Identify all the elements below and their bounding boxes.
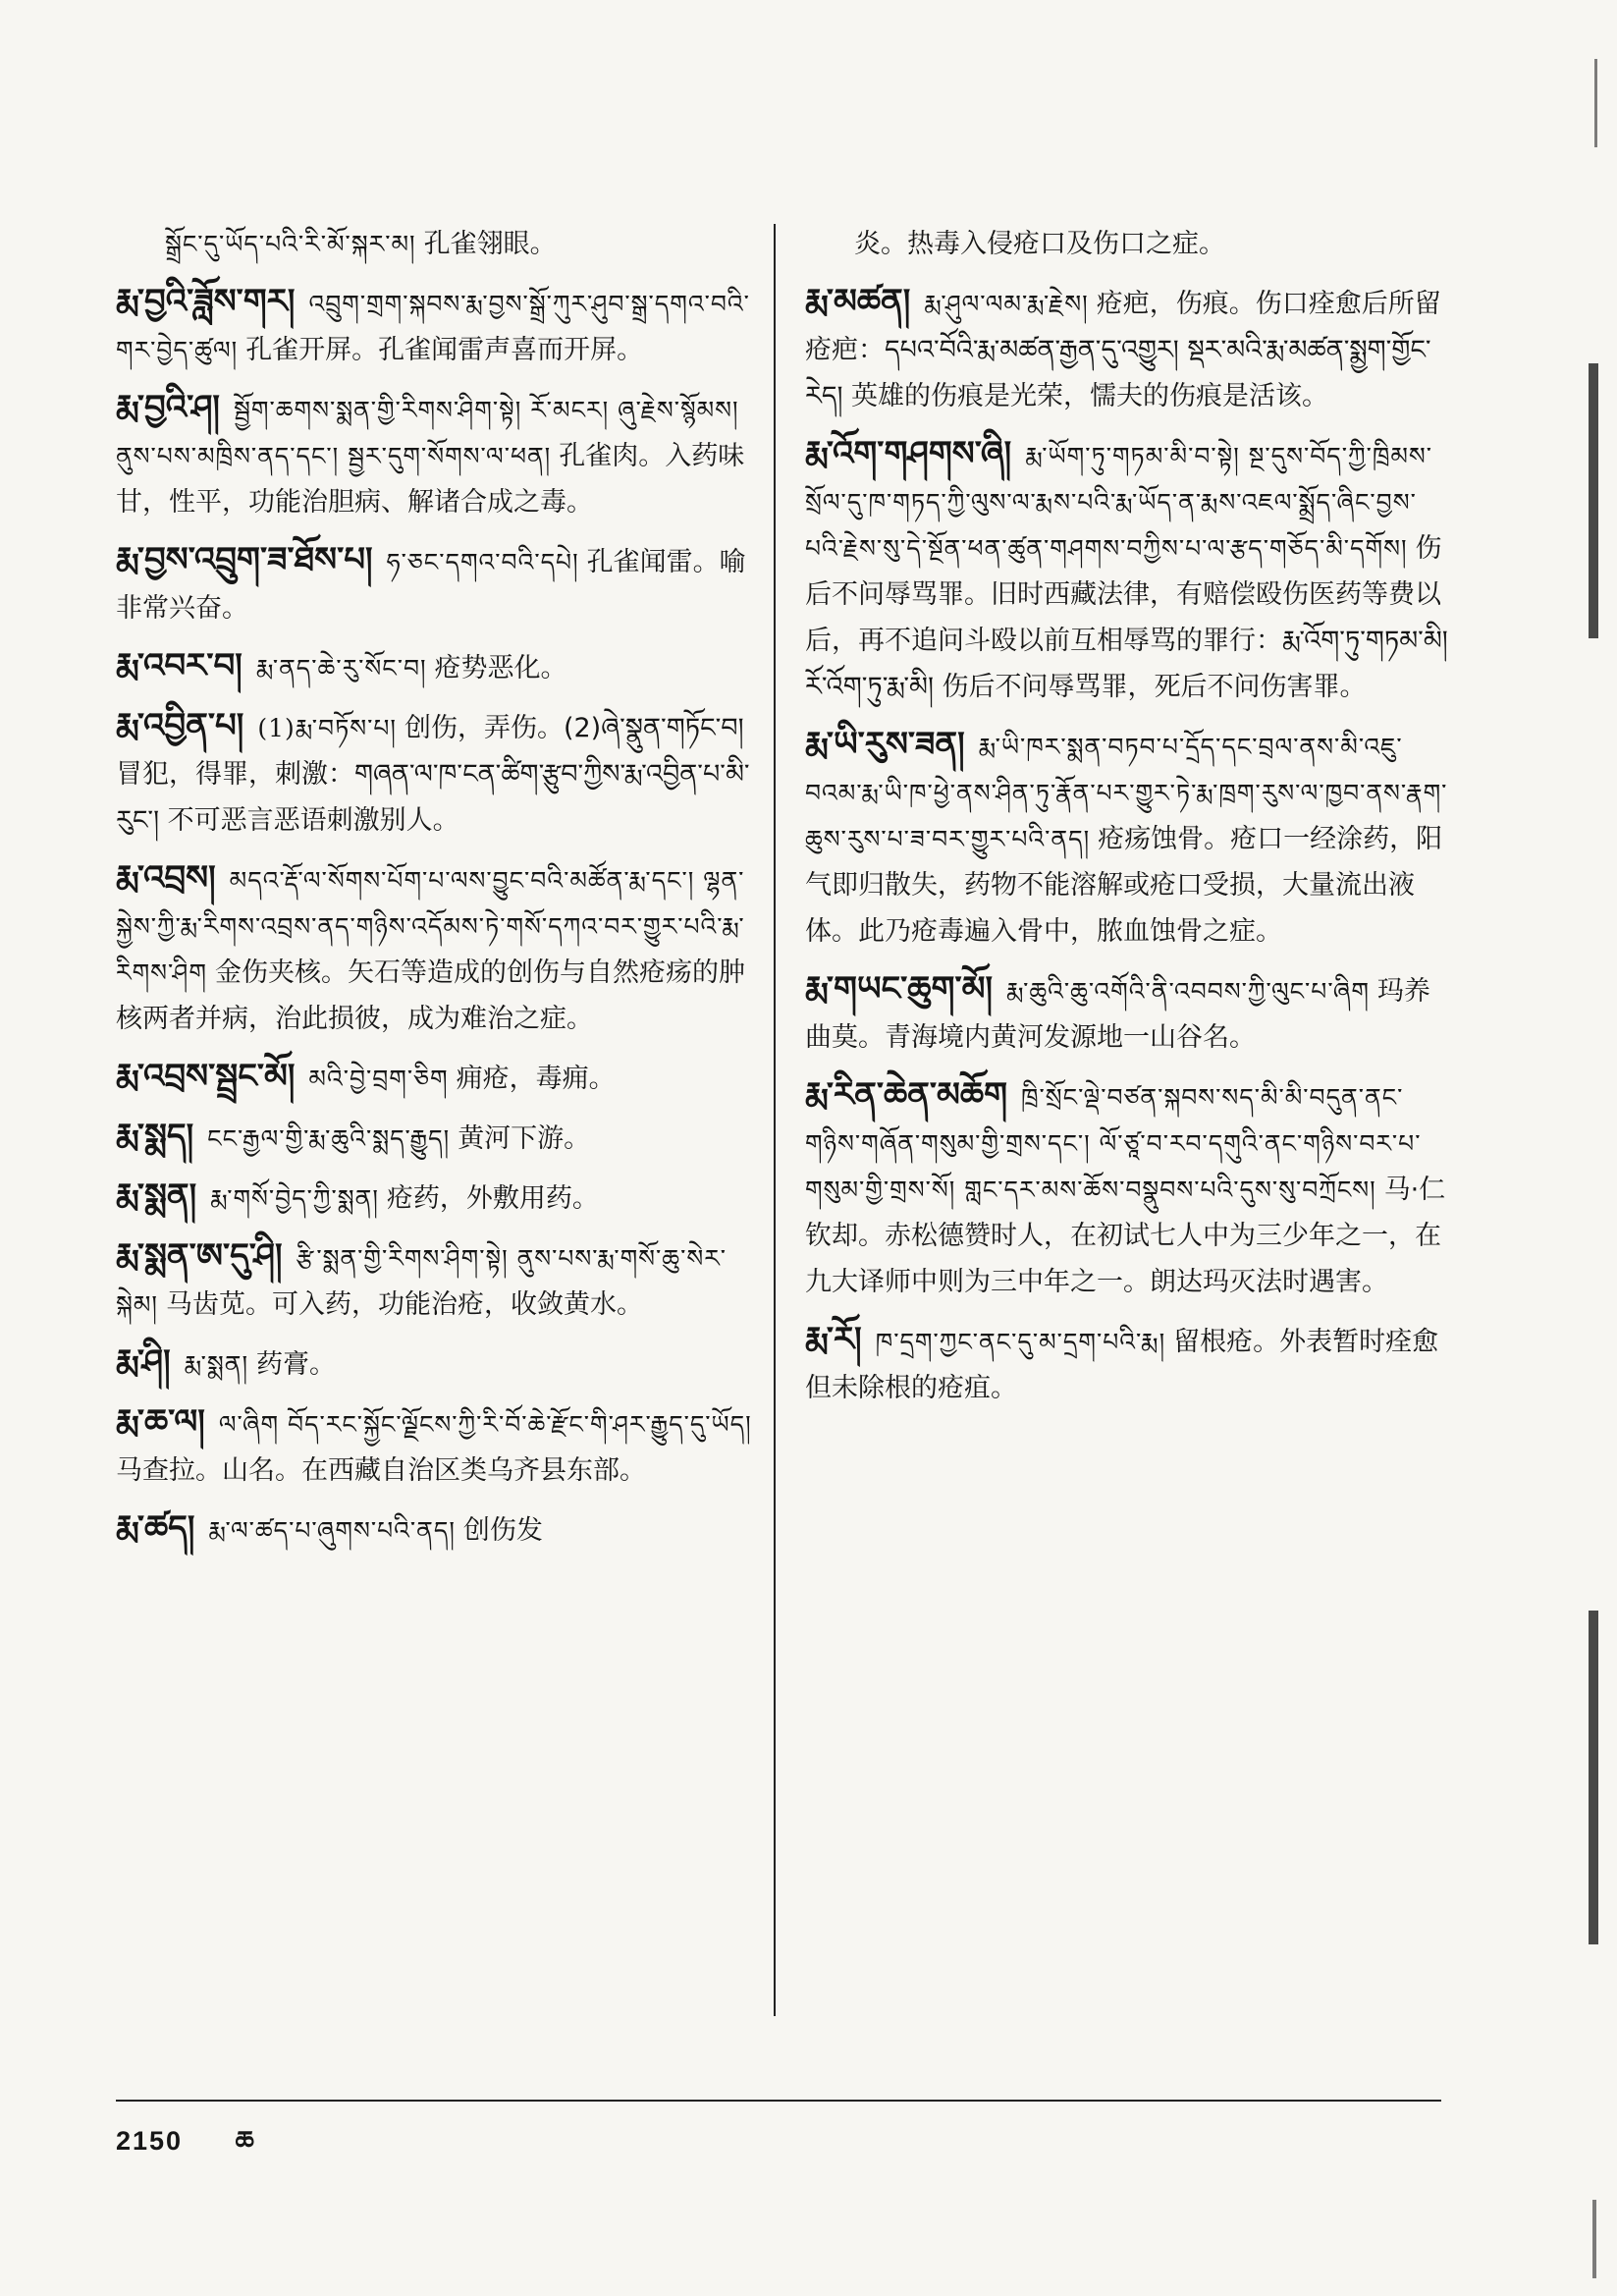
headword: རྨ་བྱའི་ཟློས་གར། <box>116 282 296 321</box>
headword: རྨ་ཤི། <box>116 1342 171 1382</box>
tibetan-definition: ཁྲི་སྲོང་ལྡེ་བཙན་སྐབས་སད་མི་མི་བདུན་ནང་གཉིས་གཞོན་གསུམ་གྱི་གྲས་དང་། ལོ་ཙཱ་བ་རབ་དགུའི་ནང་གཉིས་བར་པ་གསུམ་གྱི་གྲས་སོ། གླང་དར་མས་ཆོས་བསྣུབས་པའི་དུས་སུ་བཀྲོངས། <box>805 1083 1422 1204</box>
headword: རྨ་འབྲས། <box>116 858 216 898</box>
headword: རྨ་རིན་ཆེན་མཆོག <box>805 1075 1008 1115</box>
dictionary-entry <box>805 221 1453 267</box>
dictionary-entry <box>116 1399 764 1494</box>
dictionary-entry <box>116 1054 764 1102</box>
tibetan-definition: འབྲུག་གྲག་སྐབས་རྨ་བྱས་སྒྲོ་ཀུར་ཤུབ་སྒྲ་དགའ་བའི་གར་བྱེད་ཚུལ། <box>116 290 750 364</box>
headword: རྨ་འབྲས་སྦྲང་མོ། <box>116 1057 296 1096</box>
tibetan-definition: རྨ་གསོ་བྱེད་ཀྱི་སྨན། <box>210 1184 379 1213</box>
headword: རྨ་བྱའི་ཤ། <box>116 388 220 427</box>
headword: རྨ་འོག་གཤགས་ཞི། <box>805 434 1012 473</box>
chinese-definition: 马齿苋。可入药，功能治疮，收敛黄水。 <box>165 1289 643 1320</box>
dictionary-entry <box>116 1114 764 1162</box>
headword: རྨ་གཡང་ཆུག་མོ། <box>805 969 994 1009</box>
tibetan-definition: ངང་རྒྱལ་གྱི་རྨ་ཆུའི་སྨད་རྒྱུད། <box>207 1124 451 1153</box>
headword: རྨ་རོ། <box>805 1320 862 1359</box>
dictionary-entry <box>805 1072 1453 1305</box>
headword: རྨ་འབར་བ། <box>116 646 243 685</box>
headword: རྨ་མཚན། <box>805 282 911 321</box>
dictionary-entry <box>116 1174 764 1222</box>
dictionary-entry <box>116 221 764 267</box>
headword: རྨ་ཚད། <box>116 1508 195 1548</box>
dictionary-entry <box>805 431 1453 710</box>
tibetan-definition: ཧ་ཅང་དགའ་བའི་དཔེ། <box>386 548 579 576</box>
headword: རྨ་སྨན། <box>116 1176 197 1216</box>
chinese-definition: 痈疮，毒痈。 <box>456 1064 616 1094</box>
footer-rule <box>116 2100 1441 2102</box>
dictionary-entry <box>116 1505 764 1554</box>
dictionary-entry <box>116 385 764 525</box>
chinese-definition: 孔雀闻雷。喻非常兴奋。 <box>116 547 746 624</box>
chinese-definition: 黄河下游。 <box>458 1123 591 1154</box>
chinese-definition: 马·仁钦却。赤松德赞时人，在初试七人中为三少年之一，在九大译师中则为三中年之一。朗达玛灭法时遇害。 <box>805 1175 1446 1297</box>
dictionary-entry <box>116 855 764 1042</box>
tibetan-definition: རྨ་ཆུའི་ཆུ་འགོའི་ནི་འབབས་ཀྱི་ལུང་པ་ཞིག <box>1006 977 1370 1006</box>
tibetan-definition: (1)རྨ་བཏོས་པ། <box>257 714 397 742</box>
page-number: 2150 <box>116 2126 184 2156</box>
tibetan-definition: རྨ་ལ་ཚད་པ་ཞུགས་པའི་ནད། <box>208 1516 456 1545</box>
scan-edge-mark <box>1589 363 1598 638</box>
chinese-definition: 马查拉。山名。在西藏自治区类乌齐县东部。 <box>116 1455 646 1486</box>
headword: རྨ་ཆ་ལ། <box>116 1402 205 1442</box>
dictionary-entry <box>116 537 764 631</box>
tibetan-definition: ཁ་དྲག་ཀྱང་ནང་དུ་མ་དྲག་པའི་རྨ། <box>875 1328 1166 1356</box>
page-footer <box>116 2111 256 2186</box>
chinese-definition: 疮疤，伤痕。伤口痊愈后所留疮疤：དཔའ་བོའི་རྨ་མཚན་རྒྱན་དུ་འགྱུར། སྡར་མའི་རྨ་མཚན་སྨྱག་གྱོང་རེད། 英雄的伤痕是光荣，懦夫的伤痕是活该。 <box>805 289 1441 411</box>
chinese-definition: 孔雀翎眼。 <box>423 229 557 259</box>
chinese-definition: 创伤发 <box>462 1515 543 1546</box>
chinese-definition: 药膏。 <box>256 1349 337 1380</box>
tibetan-definition: རྨ་ནད་ཆེ་རུ་སོང་བ། <box>255 654 427 683</box>
tibetan-definition: ལ་ཞིག བོད་རང་སྐྱོང་ལྗོངས་ཀྱི་རི་བོ་ཆེ་རྫོང་གི་ཤར་རྒྱུད་དུ་ཡོད། <box>218 1410 752 1439</box>
headword: རྨ་སྨད། <box>116 1117 194 1156</box>
chinese-definition: 留根疮。外表暂时痊愈但未除根的疮疽。 <box>805 1327 1439 1403</box>
left-column <box>116 221 764 1565</box>
chinese-definition: 孔雀开屏。孔雀闻雷声喜而开屏。 <box>245 335 644 365</box>
tibetan-definition: སྒྲོང་དུ་ཡོད་པའི་རི་མོ་སྐར་མ། <box>165 230 416 258</box>
chinese-definition: 金伤夹核。矢石等造成的创伤与自然疮疡的肿核两者并病，治此损彼，成为难治之症。 <box>116 957 745 1034</box>
dictionary-entry <box>805 722 1453 955</box>
chinese-definition: 疮疡蚀骨。疮口一经涂药，阳气即归散失，药物不能溶解或疮口受损，大量流出液体。此乃疮毒遍入骨中，脓血蚀骨之症。 <box>805 824 1443 947</box>
scan-edge-mark <box>1589 1611 1598 1944</box>
headword: རྨ་སྨན་ཨ་དུ་ཤི། <box>116 1236 283 1276</box>
dictionary-entry <box>116 1339 764 1388</box>
chinese-definition: 玛养曲莫。青海境内黄河发源地一山谷名。 <box>805 976 1430 1053</box>
dictionary-entry <box>805 279 1453 419</box>
tibetan-definition: རྨ་སྨན། <box>184 1350 249 1379</box>
chinese-definition: 孔雀肉。入药味甘，性平，功能治胆病、解诸合成之毒。 <box>116 441 745 518</box>
right-column <box>805 221 1453 1423</box>
tibetan-definition: རྨ་ཡོག་ཏུ་གཏམ་མི་བ་སྟེ། སྔ་དུས་བོད་ཀྱི་ཁྲིམས་སྲོལ་དུ་ཁ་གཏད་ཀྱི་ལུས་ལ་རྨས་པའི་རྨ་ཡོད་ན་རྨས་འཇལ་སྨྲོད་ཞིང་བྱས་པའི་རྗེས་སུ་དེ་སྔོན་ཕན་ཚུན་གཤགས་བཀྱིས་པ་ལ་རྩད་གཅོད་མི་དགོས། <box>805 442 1433 563</box>
dictionary-entry <box>116 643 764 691</box>
chinese-definition: 疮势恶化。 <box>434 653 567 683</box>
headword: རྨ་ཡི་རུས་ཟན། <box>805 725 965 764</box>
tibetan-definition: མའི་བྱེ་བྲག་ཅིག <box>308 1065 449 1093</box>
chinese-definition: 创伤，弄伤。(2)ཞེ་སྣུན་གཏོང་བ། 冒犯，得罪，刺激：གཞན་ལ་ཁ་ངན་ཚིག་རྩུབ་ཀྱིས་རྨ་འབྱིན་པ་མི་རུང་། 不可恶言恶语刺激别人。 <box>116 713 750 836</box>
tibetan-definition: རྨ་ཡི་ཁར་སྨན་བཏབ་པ་དྲོད་དང་བྲལ་ནས་མི་འཇུ་བའམ་རྨ་ཡི་ཁ་ཕྱེ་ནས་ཤིན་ཏུ་རྣོན་པར་གྱུར་ཏེ་རྨ་ཁྲག་རུས་ལ་ཁྱབ་ནས་རྣག་ཆུས་རུས་པ་ཟ་བར་གྱུར་པའི་ནད། <box>805 733 1448 853</box>
chinese-definition: 炎。热毒入侵疮口及伤口之症。 <box>854 229 1225 259</box>
scan-edge-mark <box>1592 2200 1596 2278</box>
dictionary-entry <box>116 279 764 373</box>
column-divider <box>774 224 776 2016</box>
dictionary-entry <box>805 1317 1453 1411</box>
section-letter: ཆ <box>235 2126 256 2157</box>
headword: རྨ་བྱས་འབྲུག་ཟ་ཐོས་པ། <box>116 540 373 579</box>
scan-edge-mark <box>1594 59 1597 147</box>
dictionary-entry <box>116 1233 764 1328</box>
tibetan-definition: རྩི་སྨན་གྱི་རིགས་ཤིག་སྟེ། ནུས་པས་རྨ་གསོ་ཆུ་སེར་སྐེམ། <box>116 1244 728 1319</box>
tibetan-definition: སྦྱོག་ཆགས་སྨན་གྱི་རིགས་ཤིག་སྟེ། རོ་མངར། ཞུ་རྗེས་སྙོམས། ནུས་པས་མཁྲིས་ནད་དང་། སྦྱར་དུག་སོགས་ལ་ཕན། <box>116 396 739 470</box>
tibetan-definition: རྨ་ཤུལ་ལམ་རྨ་རྗེས། <box>924 290 1089 318</box>
chinese-definition: 疮药，外敷用药。 <box>386 1183 599 1214</box>
chinese-definition: 伤后不问辱骂罪。旧时西藏法律，有赔偿殴伤医药等费以后，再不追问斗殴以前互相辱骂的罪行：རྨ་འོག་ཏུ་གཏམ་མི། རོ་འོག་ཏུ་རྨ་མི། 伤后不问辱骂罪，死后不问伤害罪。 <box>805 533 1448 702</box>
tibetan-definition: མདའ་རྡོ་ལ་སོགས་པོག་པ་ལས་བྱུང་བའི་མཚོན་རྨ་དང་། ལྷན་སྐྱེས་ཀྱི་རྨ་རིགས་འབྲས་ནད་གཉིས་འདོམས་ཏེ་གསོ་དཀའ་བར་གྱུར་པའི་རྨ་རིགས་ཤིག <box>116 866 745 987</box>
dictionary-entry <box>805 966 1453 1061</box>
dictionary-entry <box>116 703 764 844</box>
headword: རྨ་འབྱིན་པ། <box>116 706 244 745</box>
